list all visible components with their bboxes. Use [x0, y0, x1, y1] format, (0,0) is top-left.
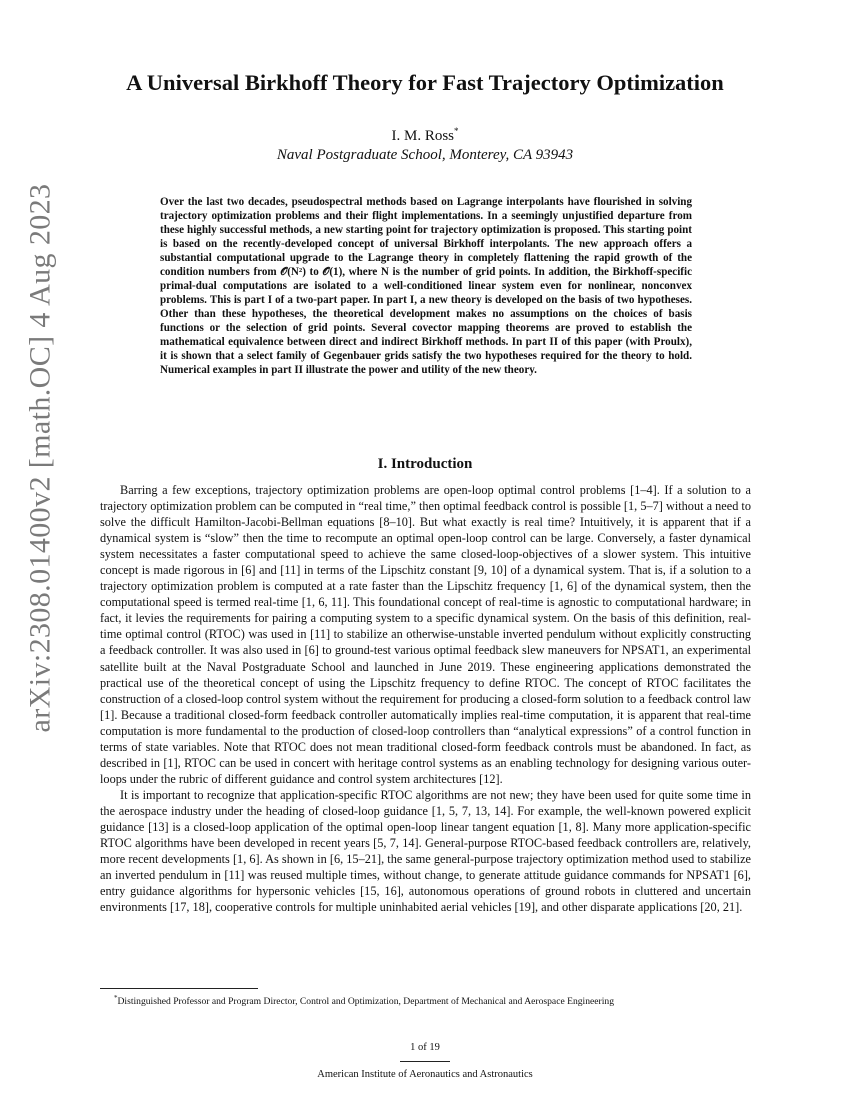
page-number: 1 of 19	[410, 1042, 440, 1053]
author-footnote-mark: *	[454, 126, 459, 136]
author-affiliation: Naval Postgraduate School, Monterey, CA 93943	[276, 147, 574, 163]
paper-title: A Universal Birkhoff Theory for Fast Trajectory Optimization	[126, 70, 724, 95]
footnote-mark: *	[114, 994, 118, 1002]
introduction-body	[100, 482, 751, 915]
footnote-text: Distinguished Professor and Program Director, Control and Optimization, Department of Mechanical and Aerospace Engineering	[117, 996, 614, 1008]
body-paragraph: It is important to recognize that application-specific RTOC algorithms are not new; they have been used for quite some time in the aerospace industry under the heading of closed-loop guidance [1, 5, 7, 13, 14]. For example, the well-known powered explicit guidance [13] is a closed-loop application of the optimal open-loop linear tangent equation [1, 8]. Many more application-specific RTOC algorithms have been developed in recent years [5, 7, 14]. General-purpose RTOC-based feedback controllers are, relatively, more recent developments [1, 6]. As shown in [6, 15–21], the same general-purpose trajectory optimization method used to stabilize an inverted pendulum in [11] was reused multiple times, without change, to generate attitude guidance commands for NPSAT1 [6], entry guidance algorithms for hypersonic vehicles [15, 16], autonomous operations of ground robots in cluttered and uncertain environments [17, 18], cooperative controls for multiple uninhabited aerial vehicles [19], and other disparate applications [20, 21].	[100, 787, 751, 915]
publisher-footer: American Institute of Aeronautics and Astronautics	[317, 1069, 533, 1080]
footnote	[100, 992, 765, 1008]
page-number-rule	[400, 1061, 450, 1062]
author-name: I. M. Ross	[391, 128, 454, 144]
body-paragraph: Barring a few exceptions, trajectory optimization problems are open-loop optimal control problems [1–4]. If a solution to a trajectory optimization problem can be computed in “real time,” then optimal feedback control is possible [1, 5–7] without a need to solve the difficult Hamilton-Jacobi-Bellman equations [8–10]. But what exactly is real time? Intuitively, it is apparent that if a dynamical system is “slow” then the time to recompute an optimal open-loop control can be large. Conversely, a faster dynamical system necessitates a faster computational speed to achieve the same closed-loop-objectives of a slower system. This intuitive concept is made rigorous in [6] and [11] in terms of the Lipschitz constant [9, 10] of a dynamical system. That is, if a solution to a trajectory optimization problem is computed at a rate faster than the Lipschitz frequency [1, 6] of the dynamical system, then the computational speed is termed real-time [1, 6, 11]. This foundational concept of real-time is agnostic to computational hardware; in fact, it levies the requirements for pairing a computing system to a specific dynamical system. On the basis of this definition, real-time optimal control (RTOC) was used in [11] to stabilize an otherwise-unstable inverted pendulum without explicitly constructing a feedback controller. It was also used in [6] to ground-test various optimal feedback slew maneuvers for NPSAT1, an experimental satellite built at the Naval Postgraduate School and launched in June 2019. These engineering applications demonstrated the practical use of the theoretical concept of using the Lipschitz frequency to define RTOC. The concept of RTOC facilitates the construction of a closed-loop control system without the requirement for producing a closed-form solution to a feedback control law [1]. Because a traditional closed-form feedback controller automatically implies real-time computation, it is apparent that real-time computation is more fundamental to the production of closed-loop controllers than “analytical expressions” of a control function in terms of state variables. Note that RTOC does not mean traditional closed-form feedback controls must be abandoned. In fact, as described in [1], RTOC can be used in concert with heritage control systems as an enabling technology for designing various outer-loops under the rubric of different guidance and control system architectures [12].	[100, 483, 751, 786]
abstract: Over the last two decades, pseudospectral methods based on Lagrange interpolants have flourished in solving trajectory optimization problems and their flight implementations. In a seemingly unjustified departure from these highly successful methods, a new starting point for trajectory optimization is proposed. This starting point is based on the recently-developed concept of universal Birkhoff interpolants. The new approach offers a substantial computational upgrade to the Lagrange theory in completely flattening the rapid growth of the condition numbers from 𝒪(N²) to 𝒪(1), where N is the number of grid points. In addition, the Birkhoff-specific primal-dual computations are isolated to a well-conditioned linear system even for nonlinear, nonconvex problems. This is part I of a two-part paper. In part I, a new theory is developed on the basis of two hypotheses. Other than these hypotheses, the theoretical development makes no assumptions on the choices of basis functions or the selection of grid points. Several covector mapping theorems are proved to establish the mathematical equivalence between direct and indirect Birkhoff methods. In part II of this paper (with Proulx), it is shown that a select family of Gegenbauer grids satisfy the two hypotheses required for the theory to hold. Numerical examples in part II illustrate the power and utility of the new theory.	[160, 196, 692, 376]
author-line	[0, 126, 850, 145]
arxiv-identifier-text: arXiv:2308.01400v2 [math.OC] 4 Aug 2023	[23, 183, 56, 733]
footnote-divider	[100, 988, 258, 989]
section-heading-introduction: I. Introduction	[377, 456, 473, 472]
